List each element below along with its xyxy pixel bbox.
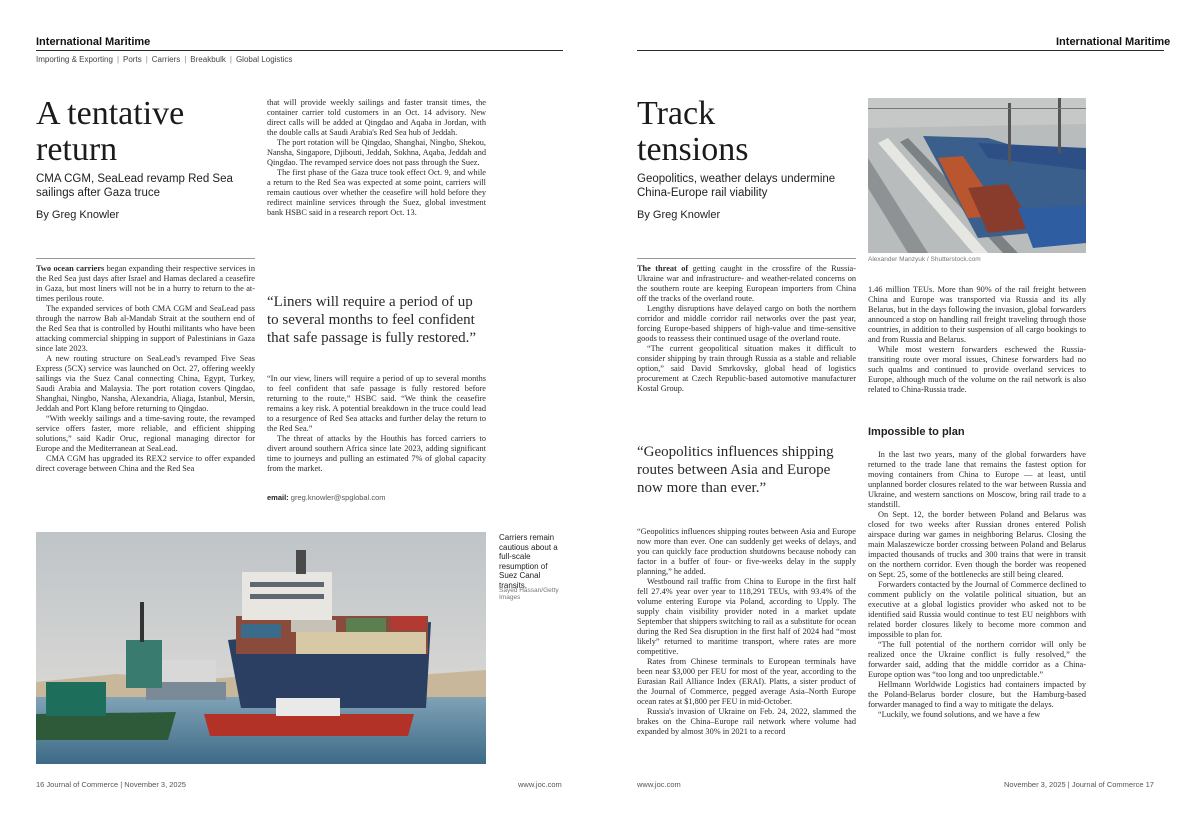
headline-right [637,96,857,168]
para: “The current geopolitical situation makes it difficult to consider shipping by train through Russia as a stable and reliable option,” said David Smrkovsky, global head of logistics procurement at Czech Republic-based automotive manufacturer Kostal Group. [637,344,856,393]
headline-left-line2: return [36,131,118,168]
headline-left-line1: A tentative [36,95,185,132]
para: The port rotation will be Qingdao, Shanghai, Ningbo, Shekou, Nansha, Singapore, Djibouti, Jeddah, Sokhna, Aqaba, Jeddah and Qingdao. The revamped service does not pass through the Suez. [267,138,486,167]
nav-global-logistics[interactable]: Global Logistics [235,55,293,64]
para: “The full potential of the northern corridor will only be realized once the Ukraine conflict is fully resolved,” the forwarder said, adding that the middle corridor as a China-Europe option was “too long and too unpredictable.” [868,640,1086,679]
header-rule-left [36,50,563,51]
byline-right: By Greg Knowler [637,209,721,221]
pull-quote-left: “Liners will require a period of up to several months to feel confident that safe passage is fully restored.” [267,294,477,346]
section-title-left: International Maritime [36,36,151,48]
para: Westbound rail traffic from China to Europe in the first half fell 27.4% year over year to 118,291 TEUs, with 93.4% of the volume entering Europe via Poland, according to Upply. The supply chain visibility provider noted in a market update September that shippers switching to rail as a substitute for ocean during the Red Sea disruption in the first half of 2024 had “most likely” returned to maritime transport, where rates are more competitive. [637,577,856,656]
article-right-col2-bottom [868,450,1086,720]
para: The first phase of the Gaza truce took effect Oct. 9, and while a return to the Red Sea was expected at some point, carriers will remain cautious over whether the ceasefire will hold before they redirect mainline services through the Suez, global investment bank HSBC said in a research report Oct. 13. [267,168,486,217]
subhead-impossible-to-plan: Impossible to plan [868,426,965,438]
section-nav: Importing & Exporting | Ports | Carriers | Breakbulk | Global Logistics [36,55,293,64]
article-left-col1 [36,264,255,474]
footer-right: November 3, 2025 | Journal of Commerce 17 [1004,780,1154,789]
byline-rule-right [637,258,856,259]
para: “Luckily, we found solutions, and we have a few [878,710,1041,719]
para: 1.46 million TEUs. More than 90% of the rail freight between China and Europe was transported via Russia and its ally Belarus, but in the days following the invasion, global forwarders announced a stop on handling rail freight traveling through those countries, in addition to their suspension of all cargo bookings to and from Russia and Belarus. [868,285,1086,344]
footer-left: 16 Journal of Commerce | November 3, 2025 [36,780,186,789]
pull-quote-right: “Geopolitics influences shipping routes between Asia and Europe now more than ever.” [637,444,834,496]
para: getting caught in the crossfire of the Russia-Ukraine war and infrastructure- and weather-related concerns on the southern route are keeping European importers from China off the tracks of the overland route. [637,264,856,303]
ship-photo [36,532,486,764]
header-rule-right [637,50,1164,51]
article-right-col1-top [637,264,856,394]
para: In the last two years, many of the global forwarders have returned to the trade lane that remains the fastest option for moving containers from China to Europe — at least, until unplanned border closures related to the war between Russia and Ukraine, and western sanctions on Moscow, bring rail trade to a standstill. [868,450,1086,509]
headline-left [36,96,256,168]
para: Lengthy disruptions have delayed cargo on both the northern corridor and middle corridor rail networks over the past year, forcing Europe-based shippers of high-value and time-sensitive goods to reassess their continued usage of the overland route. [637,304,856,343]
para: On Sept. 12, the border between Poland and Belarus was closed for two weeks after Russian drones entered Polish airspace during war games in neighboring Belarus. Closing the main Malaszewicze border crossing between Poland and Belarus impacted thousands of trucks and 300 trains that were in transit on the northern corridor. Even though the border was reopened on Sept. 25, some of the bottlenecks are still being cleared. [868,510,1086,579]
headline-right-line2: tensions [637,131,749,168]
article-left-col2-bottom [267,374,486,474]
footer-url-right[interactable]: www.joc.com [637,780,681,789]
para: Rates from Chinese terminals to European terminals have been near $3,000 per FEU for most of the year, according to the Eurasian Rail Alliance Index (ERAI). Platts, a sister product of the Journal of Commerce, pegged average Asia–North Europe ocean rates at $1,800 per FEU in mid-October. [637,657,856,706]
para: “Geopolitics influences shipping routes between Asia and Europe now more than ever. One can suddenly get weeks of delays, and you can quickly face production shutdowns because nobody can factor in a buffer of four- or five-weeks delay in the supply planning,” he added. [637,527,856,576]
para: A new routing structure on SeaLead's revamped Five Seas Express (5CX) service was launched on Oct. 27, offering weekly sailings via the Suez Canal connecting China, Egypt, Turkey, Saudi Arabia and Malaysia. The port rotation covers Qingdao, Shanghai, Ningbo, Nansha, Alexandria, Aliaga, Istanbul, Mersin, Jeddah and Port Klang before returning to Qingdao. [36,354,255,413]
lead-in-right: The threat of [637,264,689,273]
email-label: email: [267,493,289,502]
article-right-col2-top [868,285,1086,395]
nav-importing-exporting[interactable]: Importing & Exporting [36,55,113,64]
para: The threat of attacks by the Houthis has forced carriers to divert around southern Africa since late 2023, adding significant time to journeys and pulling an estimated 7% of global capacity from the market. [267,434,486,473]
author-email [267,493,386,502]
para: While most western forwarders eschewed the Russia-transiting route over moral issues, Chinese forwarders had no such qualms and continued to provide overland services to Europe, although much of the volume on the rail network is also related to China-Russia trade. [868,345,1086,394]
para: that will provide weekly sailings and faster transit times, the container carrier told customers in an Oct. 14 advisory. New direct calls will be added at Qingdao and Aqaba in Jordan, with the double calls at Saudi Arabia's Red Sea hub of Jeddah. [267,98,486,137]
para: Forwarders contacted by the Journal of Commerce declined to comment publicly on the volatile political situation, but an executive at a global logistics provider who asked not to be identified said Russia would continue to test EU neighbors with related border closures likely to become more common and impossible to plan for. [868,580,1086,639]
footer-url-left[interactable]: www.joc.com [518,780,562,789]
photo-credit-left: Sayed Hassan/Getty Images [499,587,559,601]
rail-photo [868,98,1086,253]
email-link[interactable]: greg.knowler@spglobal.com [290,493,386,502]
nav-carriers[interactable]: Carriers [151,55,181,64]
article-left-col2-top [267,98,486,218]
nav-ports[interactable]: Ports [123,55,142,64]
byline-rule-left [36,258,255,259]
article-right-col1-bottom [637,527,856,737]
para: “In our view, liners will require a period of up to several months to feel confident that safe passage is fully restored before returning to the route,” HSBC said. “We think the ceasefire remains a key risk. A potential breakdown in the truce could lead to a resurgence of Red Sea attacks and further delay the return to the Red Sea.” [267,374,486,433]
para: “With weekly sailings and a time-saving route, the revamped service offers faster, more reliable, and efficient shipping solutions,” said Kadir Oruc, regional managing director for Europe and the Mediterranean at SeaLead. [36,414,255,453]
nav-breakbulk[interactable]: Breakbulk [190,55,226,64]
dek-right: Geopolitics, weather delays undermine China-Europe rail viability [637,173,836,199]
dek-left: CMA CGM, SeaLead revamp Red Sea sailings after Gaza truce [36,173,233,199]
byline-left: By Greg Knowler [36,209,120,221]
lead-in-left: Two ocean carriers [36,264,105,273]
section-title-right: International Maritime [1056,36,1171,48]
para: Russia's invasion of Ukraine on Feb. 24, 2022, slammed the brakes on the China–Europe rail network where volume had expanded by almost 30% in 2021 to a record [637,707,856,736]
headline-right-line1: Track [637,95,716,132]
para: The expanded services of both CMA CGM and SeaLead pass through the narrow Bab al-Mandab Strait at the southern end of the Red Sea that is controlled by Houthi militants who have been attacking commercial shipping in support of Palestinians in Gaza since late 2023. [36,304,255,353]
para: began expanding their respective services in the Red Sea just days after Israel and Hamas declared a ceasefire in Gaza, but most liners will not be in a hurry to return to the at-times perilous route. [36,264,256,303]
photo-credit-right: Alexander Manzyuk / Shutterstock.com [868,256,981,263]
para: Hellmann Worldwide Logistics had containers impacted by the Poland-Belarus border closure, but the Hamburg-based forwarder managed to find a way to mitigate the delays. [868,680,1086,709]
photo-caption-left: Carriers remain cautious about a full-scale resumption of Suez Canal transits. [499,533,558,590]
para: CMA CGM has upgraded its REX2 service to offer expanded direct coverage between China and the Red Sea [36,454,255,473]
